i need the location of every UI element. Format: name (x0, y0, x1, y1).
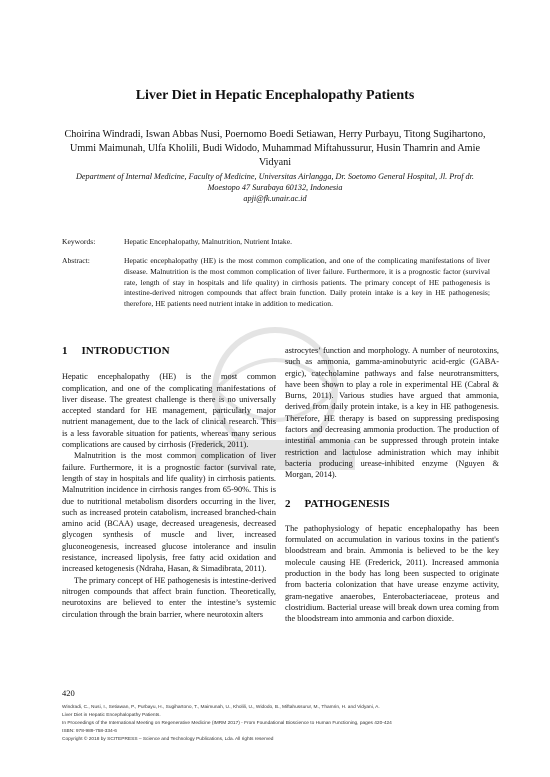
proceedings-line: In Proceedings of the International Meeting on Regenerative Medicine (IMRM 2017) - From Foundational Bioscience to Human Functioning, pages 420-424 (62, 721, 392, 726)
affiliation-block (55, 171, 495, 204)
page-footer (62, 688, 502, 744)
affiliation-line-1: Department of Internal Medicine, Faculty of Medicine, Universitas Airlangga, Dr. Soetomo General Hospital, Jl. Prof dr. (76, 172, 474, 181)
keywords-label: Keywords: (62, 237, 96, 246)
pathogenesis-paragraph-1: The pathophysiology of hepatic encephalopathy has been formulated on accumulation in various toxins in the patient's bloodstream and brain. Ammonia is believed to be the key molecule causing HE (Frederick, 2011). Increased ammonia production in the body has long been suspected to originate from bacteria colonization that have urease enzyme activity, gram-negative anaerobes, Enterobacteriaceae, proteus and clostridium. Bacterial urease will break down urea coming from the bloodstream into ammonia and carbon dioxide. (285, 523, 499, 624)
citation-title-line: Liver Diet in Hepatic Encephalopathy Patients. (62, 713, 161, 718)
page-number: 420 (62, 688, 75, 698)
intro-paragraph-4: astrocytes’ function and morphology. A number of neurotoxins, such as ammonia, gamma-aminobutyric acid-ergic (GABA-ergic), catecholamine pathways and false neurotransmitters, have been shown to play a role in experimental HE (Cabral & Burns, 2011). Various studies have argued that ammonia, derived from daily protein intake, is a key in HE pathogenesis. Therefore, HE therapy is based on suppressing predisposing factors and decreasing ammonia production. The production of intestinal ammonia can be suppressed through protein intake restriction and lactulose administration which may inhibit bacteria producing urease-inhibited enzyme (Nguyen & Morgan, 2014). (285, 346, 499, 480)
isbn-line: ISBN: 978-989-758-334-6 (62, 729, 117, 734)
section-title: INTRODUCTION (81, 345, 170, 357)
intro-paragraph-2: Malnutrition is the most common complication of liver failure. Furthermore, it is a prognostic factor (survival rate, length of stay in hospitals and life quality) in cirrhosis patients. Malnutrition incidence in cirrhosis ranges from 65-90%. This is due to nutritional metabolism disorders occurring in the liver, such as increased protein catabolism, increased branched-chain amino acid (BCAA) usage, decreased ureagenesis, decreased glycogen synthesis of muscle and liver, increased gluconeogenesis, increased glucose intolerance and insulin resistance, increased lipolysis, free fatty acid oxidation and increased ketogenesis (Ndraha, Hasan, & Simadibrata, 2011). (62, 451, 276, 574)
left-column (62, 346, 276, 620)
section-number: 2 (285, 497, 291, 510)
right-column (285, 345, 499, 625)
section-title: PATHOGENESIS (304, 497, 390, 510)
section-heading-introduction (62, 346, 276, 357)
author-list: Choirina Windradi, Iswan Abbas Nusi, Poernomo Boedi Setiawan, Herry Purbayu, Titong Sugihartono, Ummi Maimunah, Ulfa Kholili, Budi Widodo, Muhammad Miftahussurur, Husin Thamrin and Amie Vidyani (64, 129, 486, 168)
affiliation-line-2: Moestopo 47 Surabaya 60132, Indonesia (207, 183, 343, 192)
copyright-line: Copyright © 2018 by SCITEPRESS – Science and Technology Publications, Lda. All rights reserved (62, 737, 274, 742)
abstract-text: Hepatic encephalopathy (HE) is the most common complication, and one of the complicating manifestations of liver disease. Malnutrition is the most common complication of liver failure. Furthermore, it is a prognostic factor (survival rate, length of stay in hospitals and life quality) in cirrhosis patients. The primary concept of HE pathogenesis is intestine-derived nitrogen compounds that affect brain function. Daily protein intake is a key in HE pathogenesis; therefore, HE patients need nutrient intake in addition to medication. (124, 256, 490, 309)
section-number: 1 (62, 345, 68, 357)
citation-line: Windradi, C., Nusi, I., Setiawan, P., Purbayu, H., Sugihartono, T., Maimunah, U., Kholili, U., Widodo, B., Miftahussurur, M., Thamrin, H. and Vidyani, A. (62, 705, 380, 710)
intro-paragraph-1: Hepatic encephalopathy (HE) is the most common complication, and one of the complicating manifestations of liver disease. The greatest challenge is there is no universally accepted standard for HE management, particularly major nutrient management, due to the lack of clinical research. This is a less favorable situation for patients, whereas many serious complications are caused by cirrhosis (Frederick, 2011). (62, 372, 276, 450)
paper-title: Liver Diet in Hepatic Encephalopathy Patients (135, 88, 415, 103)
author-email: apji@fk.unair.ac.id (243, 194, 307, 203)
section-heading-pathogenesis (285, 499, 499, 510)
keywords-value: Hepatic Encephalopathy, Malnutrition, Nutrient Intake. (124, 237, 292, 246)
abstract-label: Abstract: (62, 256, 90, 265)
intro-paragraph-3: The primary concept of HE pathogenesis is intestine-derived nitrogen compounds that affect brain function. Theoretically, neurotoxins are believed to enter the intestine’s systemic circulation through the brain barrier, where neurotoxin alters (62, 575, 276, 619)
